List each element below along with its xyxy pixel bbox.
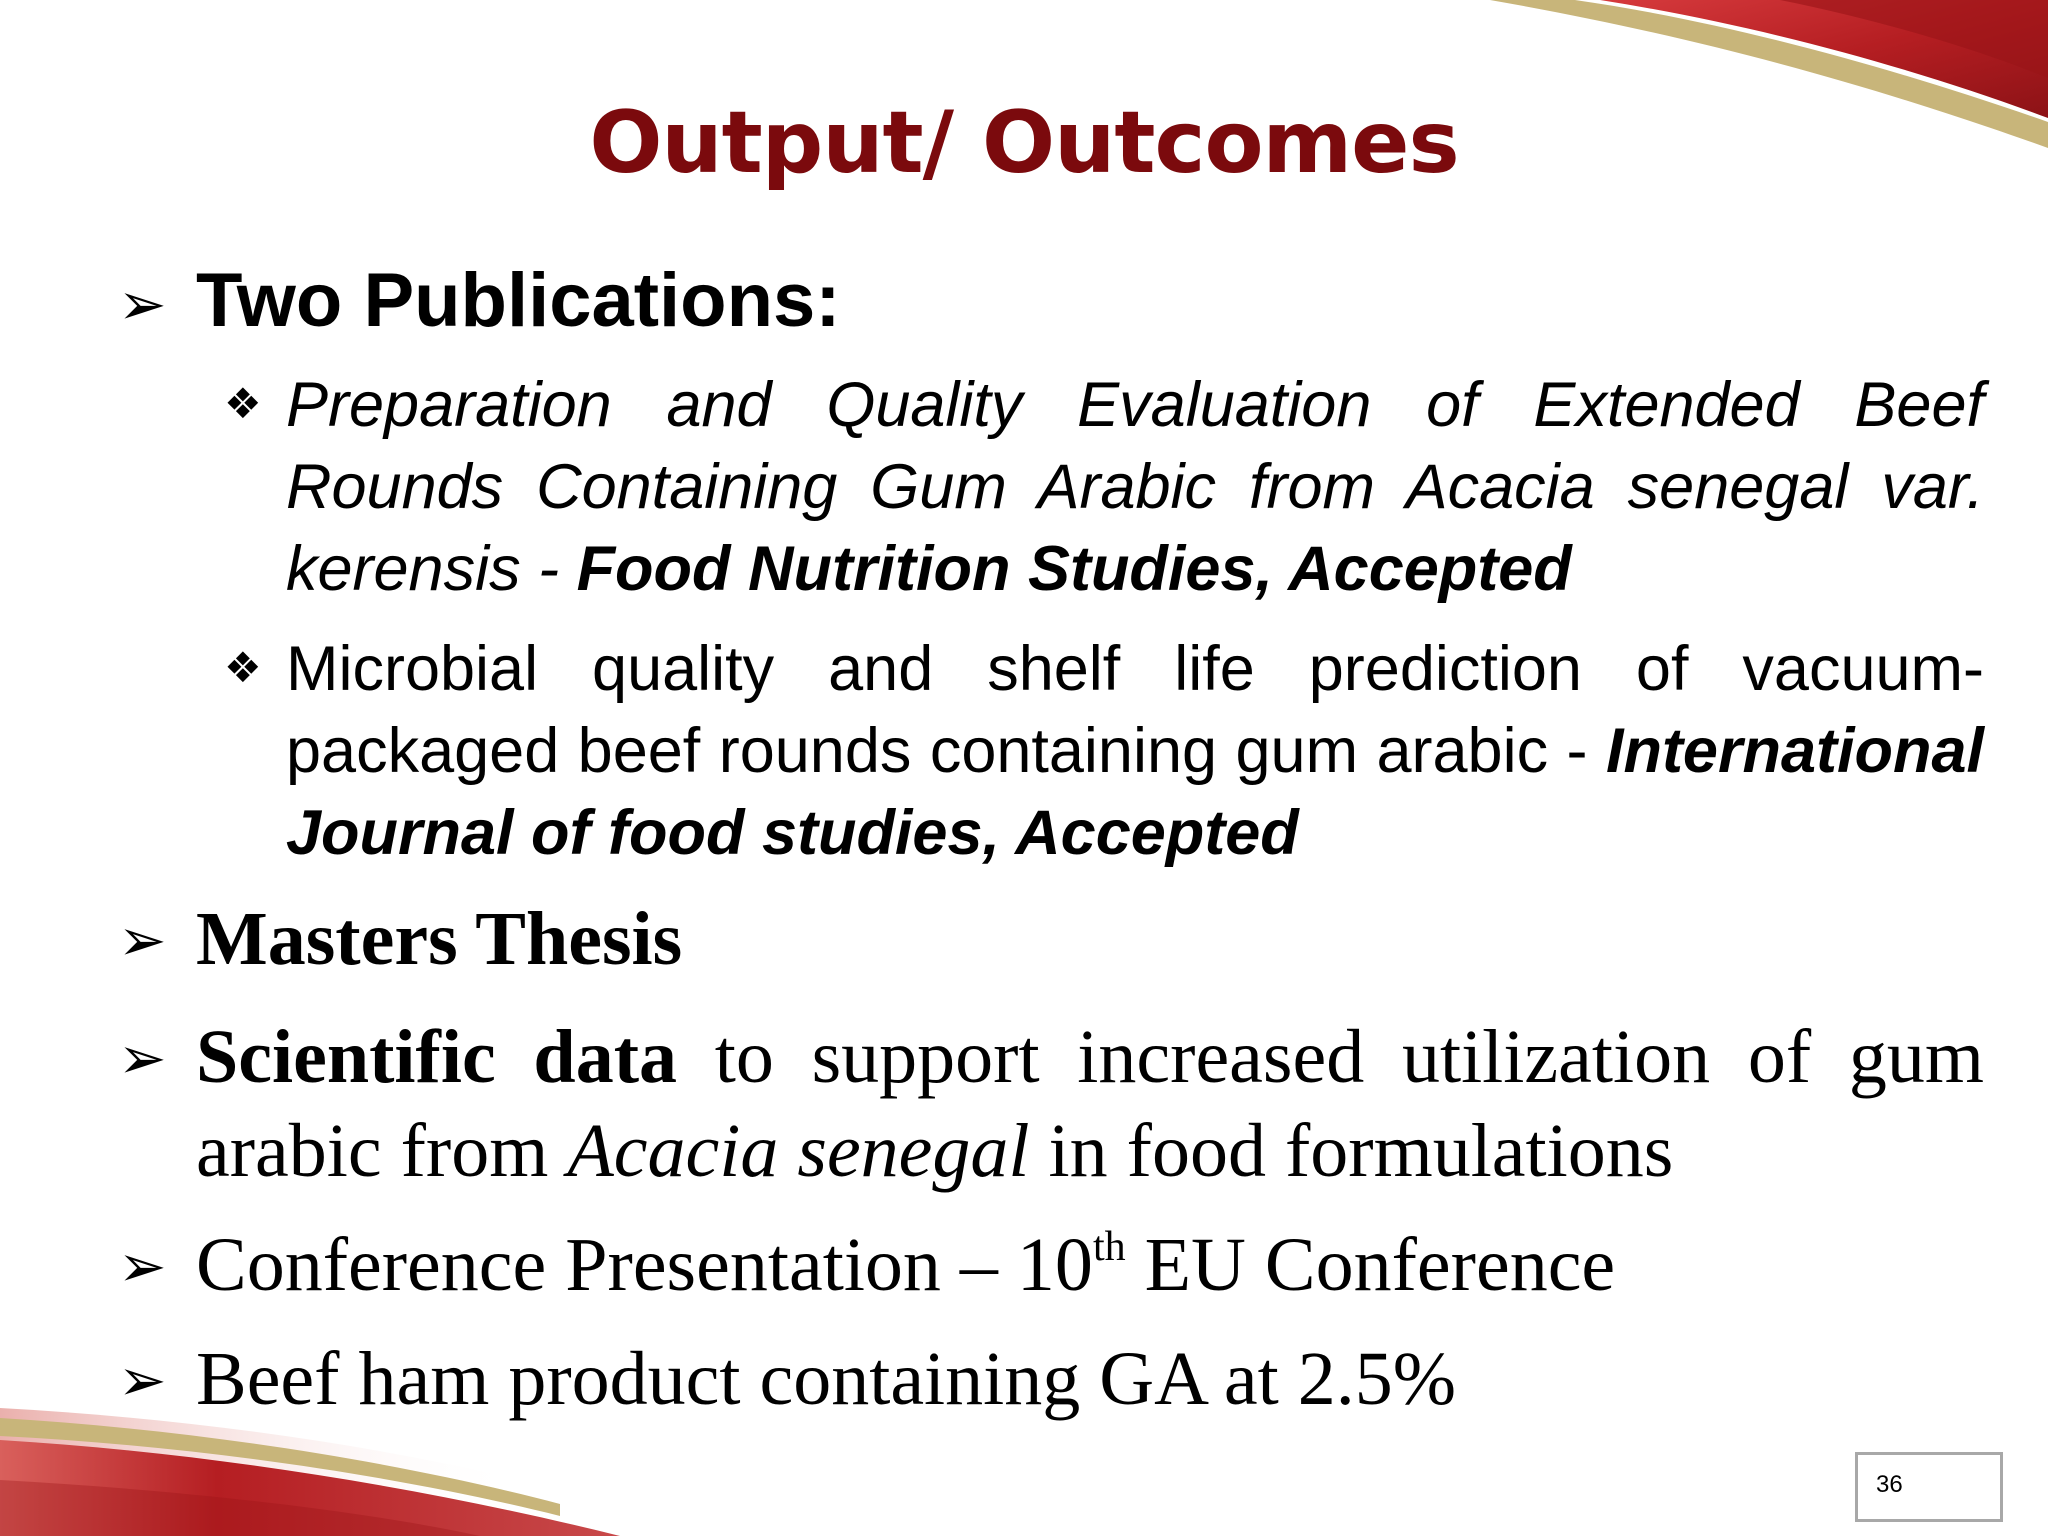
- arrow-bullet-icon: ➢: [118, 1346, 167, 1414]
- conference-ordinal: th: [1092, 1224, 1126, 1270]
- arrow-bullet-icon: ➢: [118, 1232, 167, 1300]
- publication-2: [286, 628, 1984, 874]
- scientific-data-text-end: in food formulations: [1029, 1109, 1674, 1193]
- arrow-bullet-icon: ➢: [118, 906, 167, 974]
- product-item: Beef ham product containing GA at 2.5%: [196, 1337, 1457, 1421]
- conference-text: Conference Presentation – 10: [196, 1223, 1093, 1307]
- publication-1-title: Preparation and Quality Evaluation of Extended Beef Rounds Containing Gum Arabic from Acacia senegal var. kerensis -: [286, 370, 1984, 604]
- conference-text-end: EU Conference: [1125, 1223, 1616, 1307]
- arrow-bullet-icon: ➢: [118, 270, 167, 338]
- diamond-bullet-icon: ❖: [224, 379, 262, 428]
- publications-heading: Two Publications:: [196, 258, 841, 343]
- arrow-bullet-icon: ➢: [118, 1024, 167, 1092]
- page-number: 36: [1855, 1452, 2003, 1522]
- scientific-data-item: [196, 1010, 1984, 1198]
- slide-title: Output/ Outcomes: [589, 93, 1459, 193]
- species-name: Acacia senegal: [567, 1109, 1030, 1193]
- conference-item: [196, 1218, 1615, 1312]
- thesis-item: Masters Thesis: [196, 897, 683, 981]
- diamond-bullet-icon: ❖: [224, 643, 262, 692]
- scientific-data-text: to support increased utilization of gum arabic from: [196, 1015, 1984, 1193]
- publication-2-venue: International Journal of food studies, Accepted: [286, 716, 1984, 868]
- publication-1-venue: Food Nutrition Studies, Accepted: [576, 534, 1572, 604]
- publication-1: [286, 364, 1984, 610]
- publication-2-title: Microbial quality and shelf life prediction of vacuum-packaged beef rounds containing gum arabic -: [286, 634, 1984, 786]
- scientific-data-bold: Scientific data: [196, 1015, 677, 1099]
